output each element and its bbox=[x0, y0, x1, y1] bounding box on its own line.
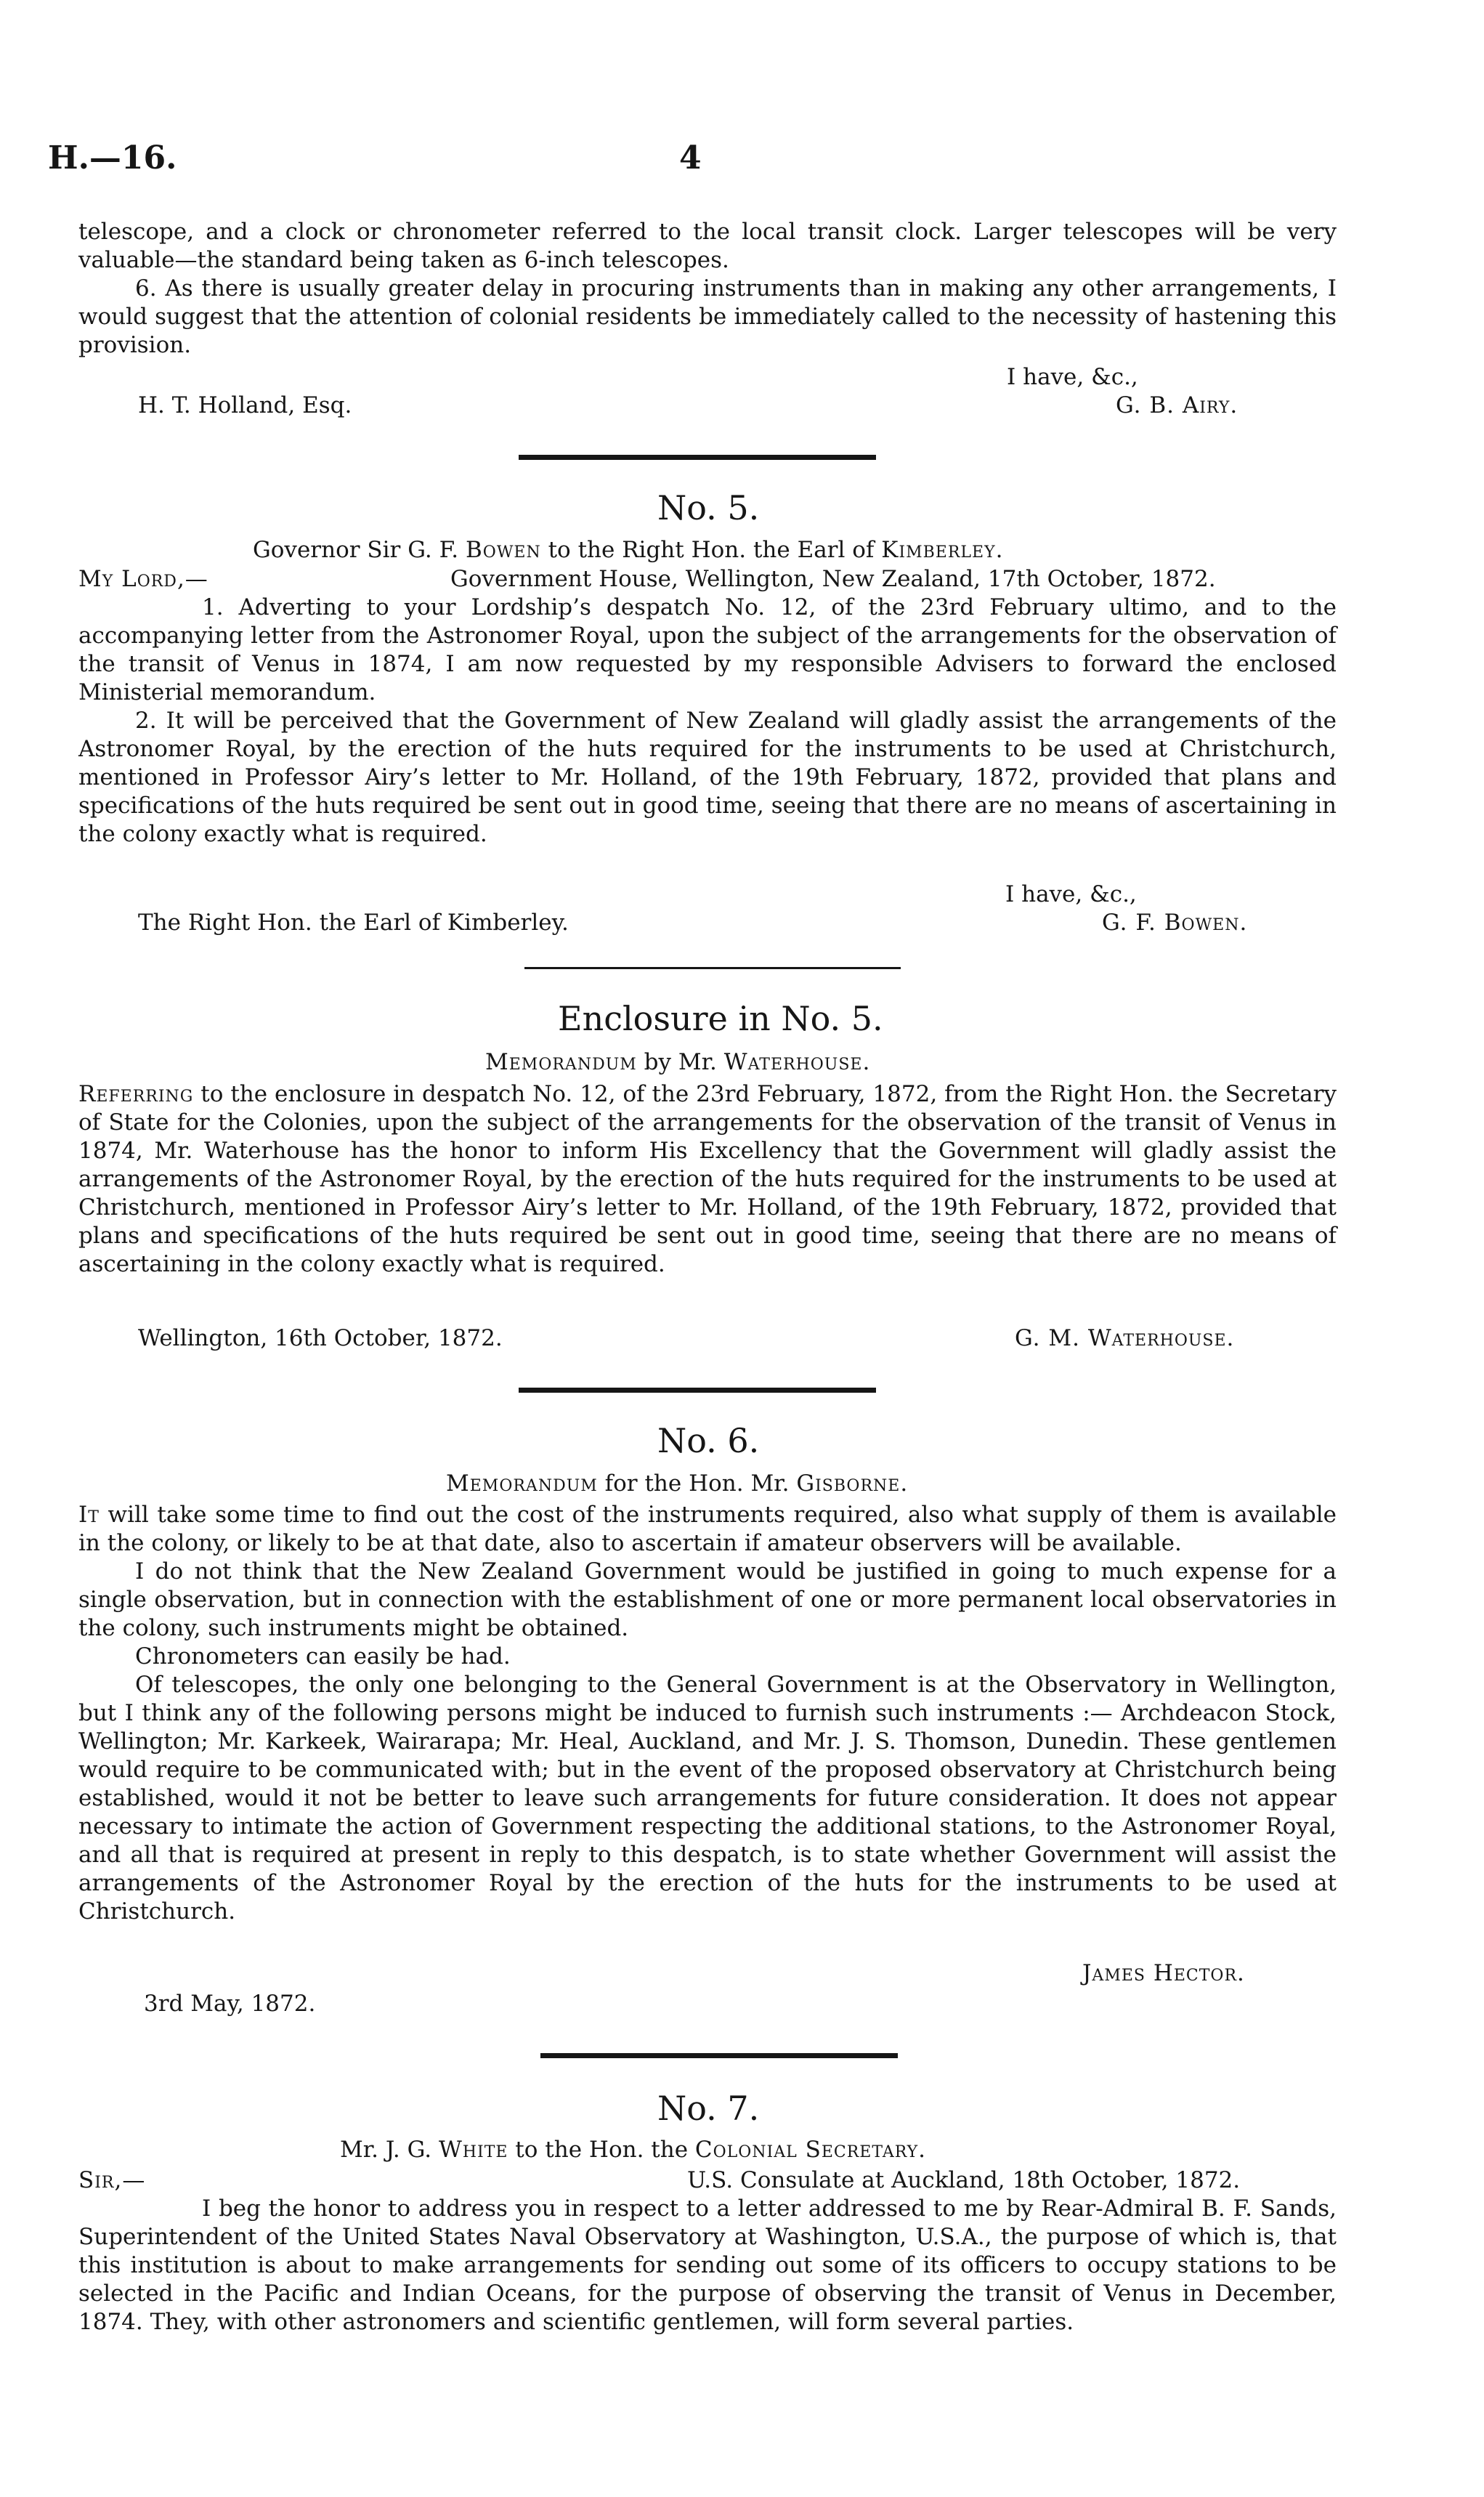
closing: I have, &c., bbox=[1007, 364, 1138, 390]
dateline: U.S. Consulate at Auckland, 18th October, 1872. bbox=[687, 2167, 1241, 2193]
section-heading: No. 7. bbox=[657, 2089, 760, 2128]
closing: I have, &c., bbox=[1005, 881, 1137, 907]
date: 3rd May, 1872. bbox=[144, 1991, 316, 2017]
paragraph: 1. Adverting to your Lordship’s despatch No. 12, of the 23rd February ultimo, and to the accompanying letter from the Astronomer Royal, upon the subject of the arrangements for the observation of the transit of Venus in 1874, I am now requested by my responsible Advisers to forward the enclosed Ministerial memorandum. bbox=[78, 594, 1337, 705]
letter-body bbox=[78, 594, 1337, 849]
memorandum-body bbox=[78, 1080, 1337, 1279]
section-divider bbox=[524, 967, 901, 969]
addressee: The Right Hon. the Earl of Kimberley. bbox=[138, 910, 569, 936]
paragraph: I beg the honor to address you in respect to a letter addressed to me by Rear-Admiral B. F. Sands, Superintendent of the United States Naval Observatory at Washington, U.S.A., the purpose of which is, that this institution is about to make arrangements for sending out some of its officers to occupy stations to be selected in the Pacific and Indian Oceans, for the purpose of observing the transit of Venus in December, 1874. They, with other astronomers and scientific gentlemen, will form several parties. bbox=[78, 2196, 1337, 2335]
section-divider bbox=[519, 455, 876, 460]
section-subheading: Memorandum by Mr. Waterhouse. bbox=[485, 1049, 871, 1075]
dateline: Government House, Wellington, New Zealand, 17th October, 1872. bbox=[450, 566, 1216, 592]
section-subheading: Memorandum for the Hon. Mr. Gisborne. bbox=[446, 1470, 909, 1497]
section-subheading: Governor Sir G. F. Bowen to the Right Hon. the Earl of Kimberley. bbox=[253, 537, 1004, 563]
paragraph: 2. It will be perceived that the Government of New Zealand will gladly assist the arrangements of the Astronomer Royal, by the erection of the huts required for the instruments to be used at Christchurch, mentioned in Professor Airy’s letter to Mr. Holland, of the 19th February, 1872, provided that plans and specifications of the huts required be sent out in good time, seeing that there are no means of ascertaining in the colony exactly what is required. bbox=[78, 708, 1337, 847]
salutation: Sir,— bbox=[78, 2167, 146, 2193]
section-divider bbox=[519, 1388, 876, 1393]
signature: G. B. Airy. bbox=[1116, 392, 1238, 418]
signature: James Hector. bbox=[1082, 1960, 1245, 1986]
paragraph: Referring to the enclosure in despatch No. 12, of the 23rd February, 1872, from the Right Hon. the Secretary of State for the Colonies, upon the subject of the arrangements for the observation of the transit of Venus in 1874, Mr. Waterhouse has the honor to inform His Excellency that the Government will gladly assist the arrangements of the Astronomer Royal, by the erection of the huts required for the instruments to be used at Christchurch, mentioned in Professor Airy’s letter to Mr. Holland, of the 19th February, 1872, provided that plans and specifications of the huts required be sent out in good time, seeing that there are no means of ascertaining in the colony exactly what is required. bbox=[78, 1081, 1337, 1277]
section-heading: Enclosure in No. 5. bbox=[558, 999, 883, 1038]
document-reference: H.—16. bbox=[48, 139, 177, 177]
airy-letter-end bbox=[78, 218, 1337, 360]
memorandum-body bbox=[78, 1501, 1337, 1926]
letter-body bbox=[78, 2195, 1337, 2336]
signature: G. M. Waterhouse. bbox=[1015, 1325, 1235, 1351]
section-heading: No. 5. bbox=[657, 488, 760, 527]
paragraph: Chronometers can easily be had. bbox=[135, 1643, 511, 1670]
signature: G. F. Bowen. bbox=[1102, 910, 1248, 936]
section-subheading: Mr. J. G. White to the Hon. the Colonial Secretary. bbox=[340, 2137, 926, 2163]
addressee: H. T. Holland, Esq. bbox=[138, 392, 352, 418]
paragraph: telescope, and a clock or chronometer referred to the local transit clock. Larger telescopes will be very valuable—the standard being taken as 6-inch telescopes. bbox=[78, 219, 1337, 273]
date: Wellington, 16th October, 1872. bbox=[138, 1325, 503, 1351]
paragraph: It will take some time to find out the cost of the instruments required, also what supply of them is available in the colony, or likely to be at that date, also to ascertain if amateur observers will be available. bbox=[78, 1502, 1337, 1556]
salutation: My Lord,— bbox=[78, 566, 208, 592]
paragraph: 6. As there is usually greater delay in procuring instruments than in making any other arrangements, I would suggest that the attention of colonial residents be immediately called to the necessity of hastening this provision. bbox=[78, 275, 1337, 358]
paragraph: I do not think that the New Zealand Government would be justified in going to much expense for a single observation, but in connection with the establishment of one or more permanent local observatories in the colony, such instruments might be obtained. bbox=[78, 1558, 1337, 1641]
section-heading: No. 6. bbox=[657, 1421, 760, 1460]
page-number: 4 bbox=[679, 139, 702, 177]
paragraph: Of telescopes, the only one belonging to the General Government is at the Observatory in Wellington, but I think any of the following persons might be induced to furnish such instruments :— Archdeacon Stock, Wellington; Mr. Karkeek, Wairarapa; Mr. Heal, Auckland, and Mr. J. S. Thomson, Dunedin. These gentlemen would require to be communicated with; but in the event of the proposed observatory at Christchurch being established, would it not be better to leave such arrangements for future consideration. It does not appear necessary to intimate the action of Government respecting the additional stations, to the Astronomer Royal, and all that is required at present in reply to this despatch, is to state whether Government will assist the arrangements of the Astronomer Royal by the erection of the huts for the instruments to be used at Christchurch. bbox=[78, 1672, 1337, 1925]
section-divider bbox=[540, 2053, 898, 2058]
